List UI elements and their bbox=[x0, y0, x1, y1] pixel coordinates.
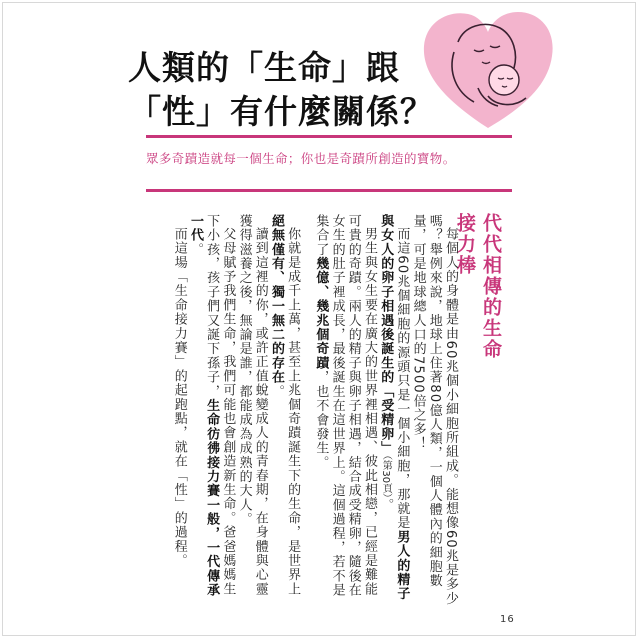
heart-mother-baby-illustration bbox=[418, 6, 558, 134]
highlight-miracles: 幾億、幾兆個奇蹟 bbox=[313, 256, 329, 371]
page-title bbox=[128, 46, 434, 134]
page-reference: （第30頁） bbox=[380, 455, 392, 499]
paragraph-4: 你就是成千上萬，甚至上兆個奇蹟誕生下的生命，是世界上絕無僅有、獨一無二的存在。 bbox=[268, 214, 301, 597]
paragraph-6: 父母賦予我們生命，我們可能也會創造新生命。爸爸媽媽生下小孩，孩子們又誕下孫子，生命彷彿接力賽一般，一代傳承一代。 bbox=[187, 214, 236, 598]
highlight-fertilized-egg: 男人的精子與女人的卵子相遇後誕生的「受精卵」 bbox=[378, 214, 410, 601]
paragraph-2: 而這60兆個細胞的源頭只是一個小細胞，那就是男人的精子與女人的卵子相遇後誕生的「受精卵」（第30頁）。 bbox=[378, 214, 410, 601]
title-line-2: 「性」有什麼關係？ bbox=[128, 92, 434, 131]
section-heading-line-2: 接力棒 bbox=[454, 213, 476, 276]
paragraph-5: 讀到這裡的你，或許正值蛻變成人的青春期，在身體與心靈獲得滋養之後，無論是誰，都能成為成熟的大人。 bbox=[236, 214, 268, 597]
section-heading-line-1: 代代相傳的生命 bbox=[480, 213, 502, 360]
body-text bbox=[138, 214, 520, 606]
highlight-relay: 生命彷彿接力賽一般，一代傳承一代 bbox=[187, 214, 220, 598]
title-line-1: 人類的「生命」跟 bbox=[128, 48, 400, 87]
subtitle: 眾多奇蹟造就每一個生命；你也是奇蹟所創造的寶物。 bbox=[146, 151, 456, 166]
paragraph-7: 而這場「生命接力賽」的起跑點，就在「性」的過程。 bbox=[171, 227, 187, 568]
page-number: 16 bbox=[500, 614, 515, 625]
top-divider bbox=[146, 135, 512, 138]
paragraph-3: 男生與女生要在廣大的世界裡相遇、彼此相戀，已經是難能可貴的奇蹟。兩人的精子與卵子相遇，結合成受精卵，隨後在女生的肚子裡成長，最後誕生在這世界上。這個過程，若不是集合了幾億、幾兆個奇蹟，也不會發生。 bbox=[313, 214, 377, 598]
highlight-unique: 絕無僅有、獨一無二的存在 bbox=[268, 214, 284, 385]
paragraph-1: 每個人的身體是由60兆個小細胞所組成。能想像60兆是多少嗎？舉例來說，地球上住著80億人類，一個人體內的細胞數量，可是地球總人口的7500倍之多！ bbox=[410, 214, 458, 606]
bottom-divider bbox=[146, 189, 512, 192]
